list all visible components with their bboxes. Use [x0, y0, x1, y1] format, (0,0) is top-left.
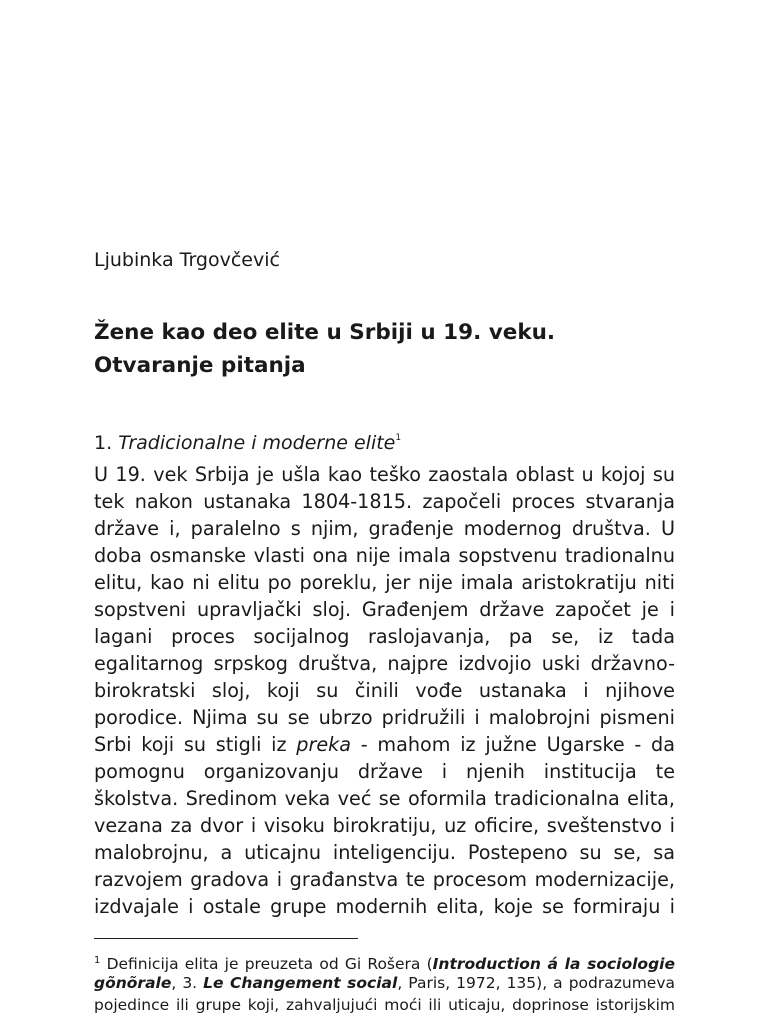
body-line: porodice. Njima su se ubrzo pridružili i malobrojni pismeni	[94, 706, 675, 729]
italic-term: preka	[296, 733, 352, 756]
body-line: malobrojnu, a uticajnu inteligenciju. Postepeno su se, sa	[94, 841, 675, 864]
body-text	[94, 461, 675, 920]
body-line: doba osmanske vlasti ona nije imala sopstvenu tradionalnu	[94, 544, 675, 567]
footnote-line	[94, 972, 675, 994]
section-number: 1.	[94, 432, 113, 454]
section-heading	[94, 424, 401, 457]
body-line: birokratski sloj, koji su činili vođe ustanaka i njihove	[94, 679, 675, 702]
footnote	[94, 950, 675, 1016]
body-line: lagani proces socijalnog raslojavanja, pa se, iz tada	[94, 625, 675, 648]
body-line: školstva. Sredinom veka već se oformila tradicionalna elita,	[94, 787, 675, 810]
footnote-reference[interactable]: 1	[395, 433, 402, 443]
footnote-line	[94, 950, 675, 972]
title-line-2: Otvaranje pitanja	[94, 353, 306, 378]
body-line: države i, paralelno s njim, građenje modernog društva. U	[94, 517, 675, 540]
body-text-fragment: - mahom iz južne Ugarske - da	[351, 733, 675, 756]
body-line: sopstveni upravljački sloj. Građenjem države započet je i	[94, 598, 675, 621]
author-name: Ljubinka Trgovčević	[94, 249, 280, 271]
section-title: Tradicionalne i moderne elite	[118, 432, 396, 454]
footnote-line: pojedince ili grupe koji, zahvaljujući moći ili uticaju, doprinose istorijskim	[94, 996, 675, 1014]
footnote-number: 1	[94, 955, 101, 966]
footnote-text: , 3.	[171, 974, 204, 992]
book-title: Introduction á la sociologie	[432, 955, 675, 973]
body-line: tek nakon ustanaka 1804-1815. započeli proces stvaranja	[94, 490, 675, 513]
body-line: pomognu organizovanju države i njenih institucija te	[94, 760, 675, 783]
body-text-fragment: Srbi koji su stigli iz	[94, 733, 297, 756]
body-line: vezana za dvor i visoku birokratiju, uz oficire, sveštenstvo i	[94, 814, 675, 837]
body-line: izdvajale i ostale grupe modernih elita, koje se formiraju i	[94, 895, 675, 918]
footnote-divider	[94, 938, 358, 939]
footnote-text: Definicija elita je preuzeta od Gi Rošera (	[100, 955, 433, 973]
body-line: egalitarnog srpskog društva, najpre izdvojio uski državno-	[94, 652, 675, 675]
body-line	[94, 731, 675, 758]
article-title	[94, 316, 555, 382]
book-title: Le Changement social	[203, 974, 398, 992]
book-title-continued: gõnõrale	[94, 974, 172, 992]
body-line: elitu, kao ni elitu po poreklu, jer nije imala aristokratiju niti	[94, 571, 675, 594]
footnote-text: , Paris, 1972, 135), a podrazumeva	[397, 974, 675, 992]
body-line: razvojem gradova i građanstva te procesom modernizacije,	[94, 868, 675, 891]
title-line-1: Žene kao deo elite u Srbiji u 19. veku.	[94, 320, 556, 345]
body-line: U 19. vek Srbija je ušla kao teško zaostala oblast u kojoj su	[94, 463, 675, 486]
